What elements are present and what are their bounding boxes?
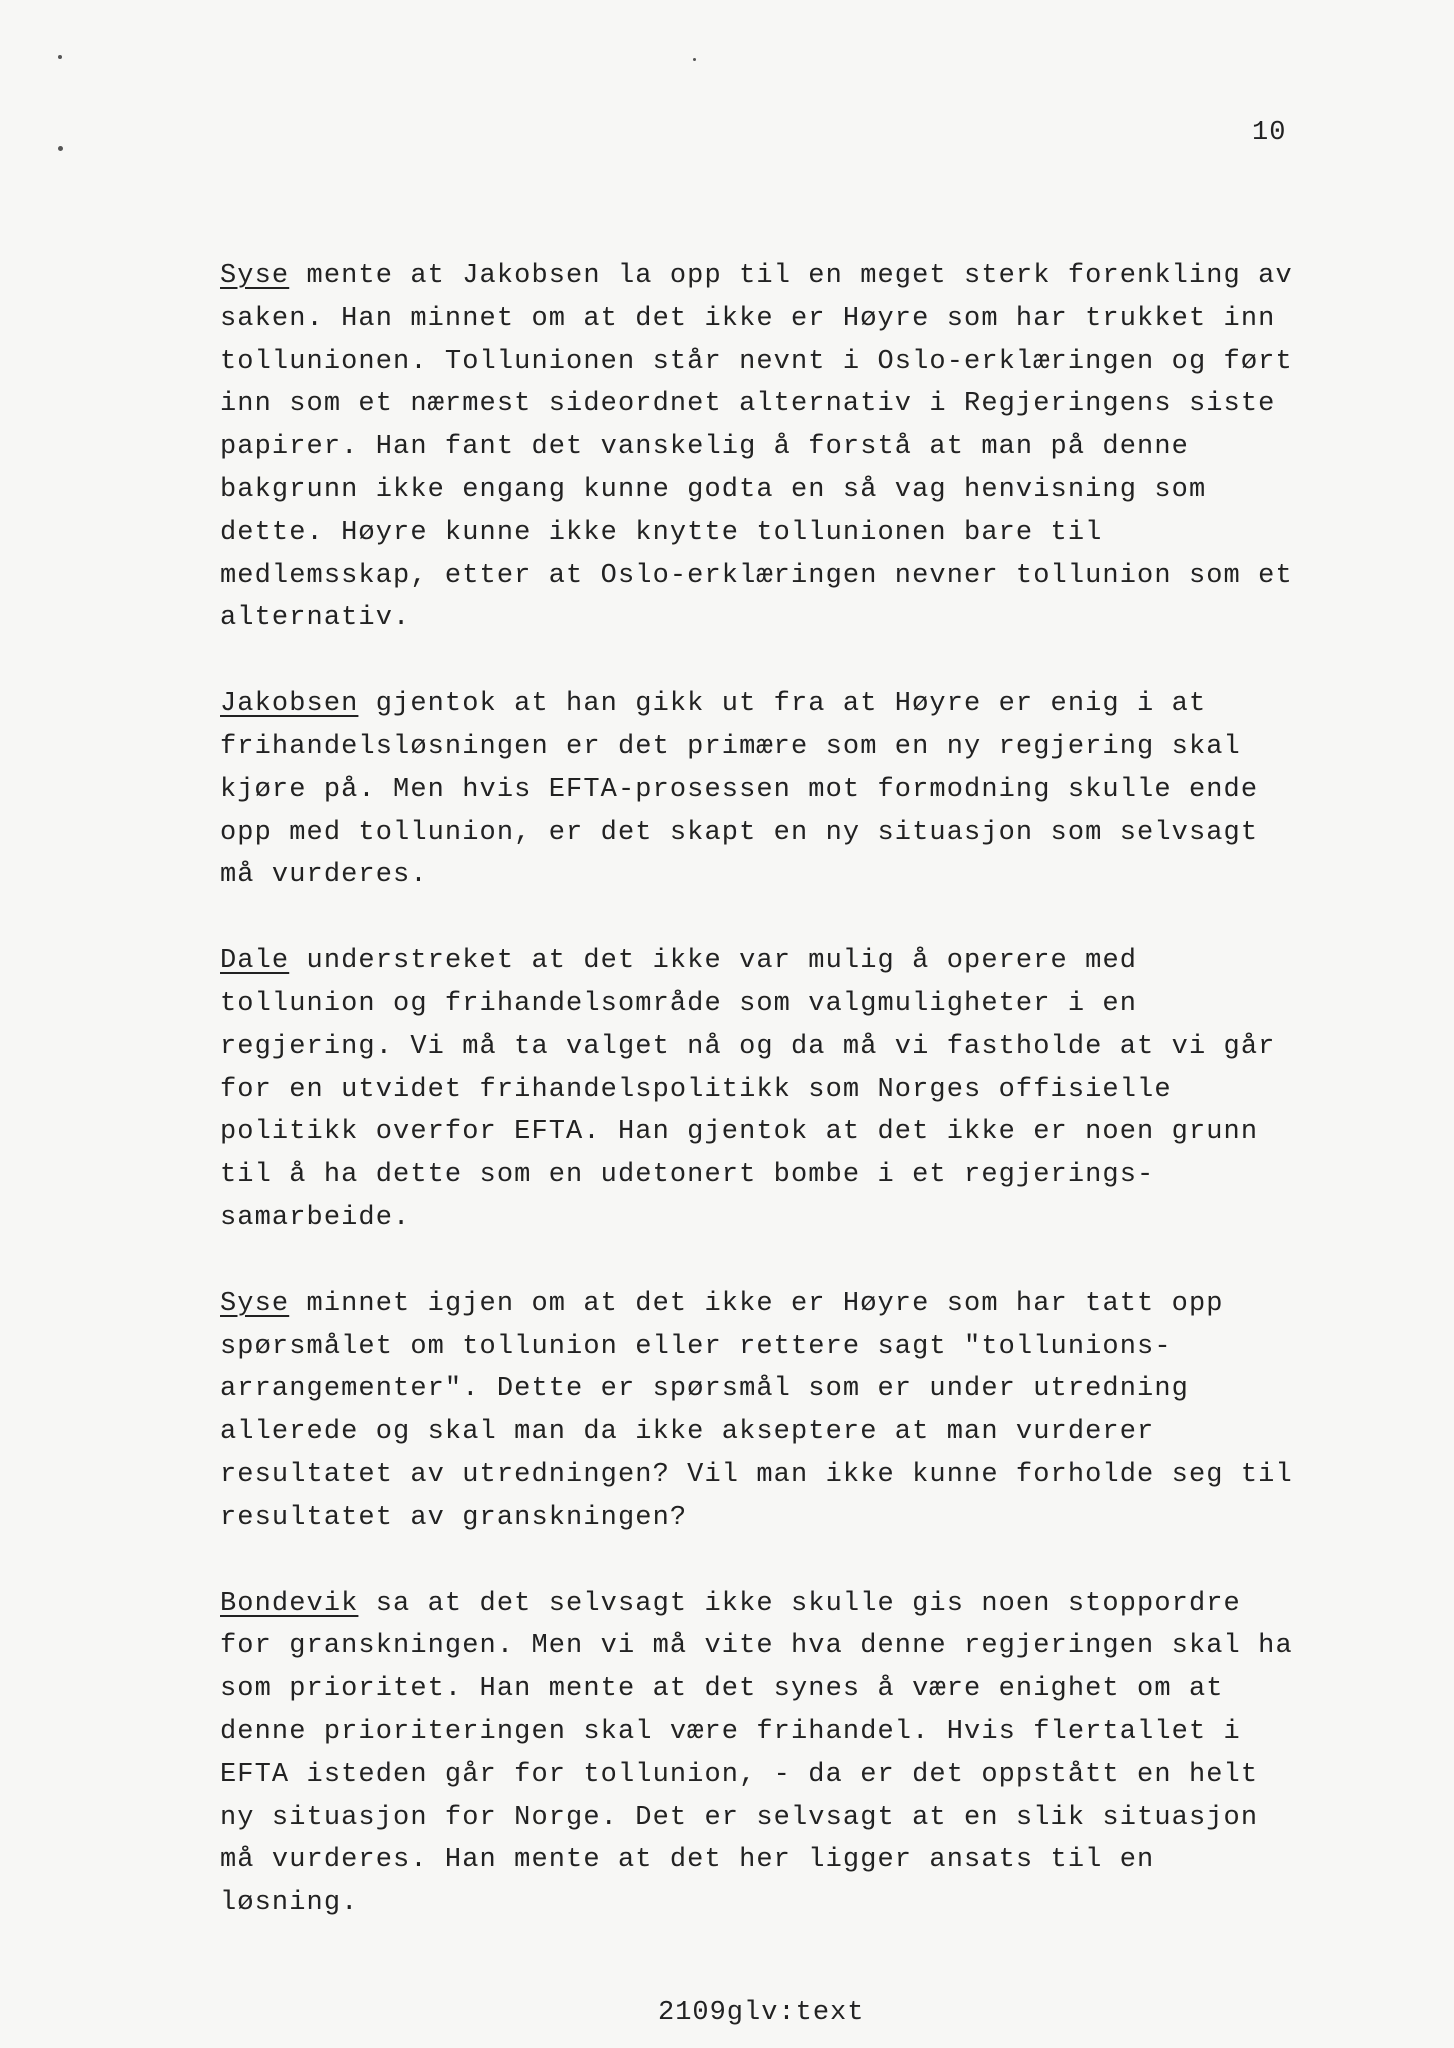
paragraph-text: gjentok at han gikk ut fra at Høyre er enig i at frihandelsløsningen er det primære som en ny regjering skal kjøre på. Men hvis EFTA-prosessen mot formodning skulle ende opp med tollunion, er det skapt en ny situasjon som selvsagt må vurderes. bbox=[220, 689, 1259, 891]
paragraph-text: sa at det selvsagt ikke skulle gis noen stoppordre for granskningen. Men vi må vite hva denne regjeringen skal ha som prioritet. Han mente at det synes å være enighet om at denne prioriteringen skal være frihandel. Hvis flertallet i EFTA isteden går for tollunion, - da er det oppstått en helt ny situasjon for Norge. Det er selvsagt at en slik situasjon må vurderes. Han mente at det her ligger ansats til en løsning. bbox=[220, 1588, 1293, 1919]
speaker-name: Syse bbox=[220, 1288, 290, 1319]
paragraph-text: mente at Jakobsen la opp til en meget sterk forenkling av saken. Han minnet om at det ikke er Høyre som har trukket inn tollunionen. Tollunionen står nevnt i Oslo-erklæringen og ført inn som et nærmest sideordnet alternativ i Regjeringens siste papirer. Han fant det vanskelig å forstå at man på denne bakgrunn ikke engang kunne godta en så vag henvisning som dette. Høyre kunne ikke knytte tollunionen bare til medlemsskap, etter at Oslo-erklæringen nevner tollunion som et alternativ. bbox=[220, 261, 1293, 634]
page-number: 10 bbox=[1252, 118, 1287, 148]
scan-speck bbox=[58, 146, 63, 151]
speaker-name: Jakobsen bbox=[220, 689, 359, 720]
footer-code: 2109glv:text bbox=[658, 1998, 865, 2028]
paragraph-3 bbox=[220, 940, 1320, 1240]
speaker-name: Syse bbox=[220, 261, 290, 291]
scan-speck bbox=[58, 55, 62, 59]
paragraph-1 bbox=[220, 255, 1320, 640]
speaker-name: Bondevik bbox=[220, 1588, 359, 1619]
paragraph-text: understreket at det ikke var mulig å operere med tollunion og frihandelsområde som valgmuligheter i en regjering. Vi må ta valget nå og da må vi fastholde at vi går for en utvidet frihandelspolitikk som Norges offisielle politikk overfor EFTA. Han gjentok at det ikke er noen grunn til å ha dette som en udetonert bombe i et regjerings- samarbeide. bbox=[220, 946, 1276, 1233]
scan-speck bbox=[693, 58, 696, 61]
paragraph-5 bbox=[220, 1583, 1320, 1925]
paragraph-text: minnet igjen om at det ikke er Høyre som har tatt opp spørsmålet om tollunion eller rettere sagt "tollunions- arrangementer". Dette er spørsmål som er under utredning allerede og skal man da ikke akseptere at man vurderer resultatet av utredningen? Vil man ikke kunne forholde seg til resultatet av granskningen? bbox=[220, 1288, 1293, 1533]
paragraph-2 bbox=[220, 683, 1320, 897]
document-body bbox=[220, 255, 1320, 1968]
speaker-name: Dale bbox=[220, 946, 290, 977]
paragraph-4 bbox=[220, 1283, 1320, 1540]
